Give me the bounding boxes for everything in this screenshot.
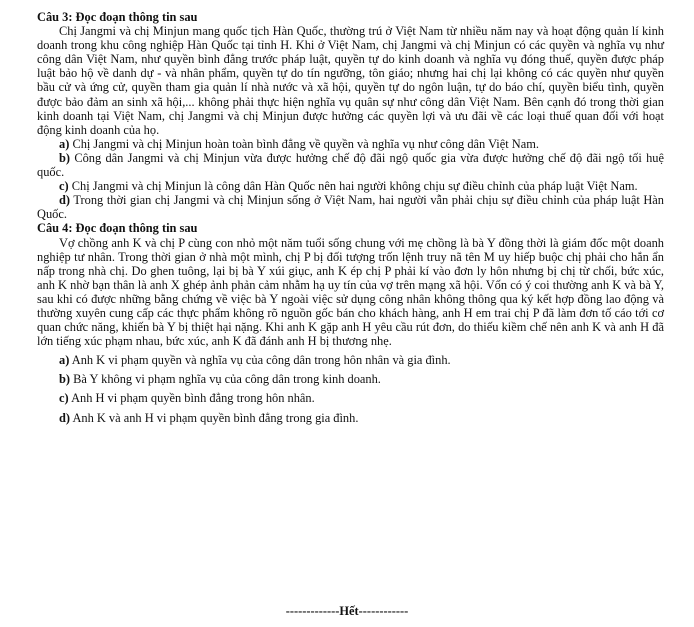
question-4-option-a [37, 353, 664, 367]
option-label: d) [59, 410, 71, 425]
question-3-title: Câu 3: Đọc đoạn thông tin sau [37, 10, 198, 24]
option-text: Anh K và anh H vi phạm quyền bình đẳng trong gia đình. [72, 410, 359, 425]
end-marker-text: -------------Hết------------ [285, 604, 409, 618]
option-text: Anh H vi phạm quyền bình đẳng trong hôn nhân. [71, 391, 315, 406]
option-label: b) [59, 150, 71, 165]
option-text: Chị Jangmi và chị Minjun hoàn toàn bình đẳng về quyền và nghĩa vụ như công dân Việt Nam. [72, 136, 539, 151]
option-label: c) [59, 391, 69, 406]
option-label: a) [59, 353, 70, 368]
question-3-option-d [37, 193, 664, 221]
question-3 [37, 10, 664, 221]
option-label: a) [59, 136, 70, 151]
question-4-option-c [37, 391, 664, 405]
option-label: d) [59, 193, 71, 208]
question-4-option-b [37, 372, 664, 386]
option-text: Bà Y không vi phạm nghĩa vụ của công dân trong kinh doanh. [73, 372, 381, 387]
option-text: Công dân Jangmi và chị Minjun vừa được hưởng chế độ đãi ngộ quốc gia vừa được hưởng chế độ đãi ngộ tối huệ quốc. [37, 150, 664, 180]
question-3-passage: Chị Jangmi và chị Minjun mang quốc tịch Hàn Quốc, thường trú ở Việt Nam từ nhiều năm nay và hoạt động quản lí kinh doanh trong khu công nghiệp Hàn Quốc tại tỉnh H. Khi ở Việt Nam, chị Jangmi và chị Minjun có các quyền và nghĩa vụ như công dân Việt Nam, như quyền bình đẳng trước pháp luật, quyền tự do kinh doanh và nghĩa vụ đóng thuế, quyền được pháp luật bảo hộ về danh dự - và nhân phẩm, quyền tự do tín ngưỡng, tôn giáo; nhưng hai chị lại không có các quyền như quyền bầu cử và ứng cử, quyền tham gia quản lí nhà nước và xã hội, quyền tự do ngôn luận, tự do báo chí, quyền biểu tình, quyền được bảo đảm an sinh xã hội,... không phải thực hiện nghĩa vụ quân sự như công dân Việt Nam. Bên cạnh đó trong thời gian kinh doanh tại Việt Nam, chị Jangmi và chị Minjun được hưởng các quyền lợi và ưu đãi về các loại thuế quan đối với hoạt động kinh doanh của họ. [37, 24, 664, 137]
option-text: Anh K vi phạm quyền và nghĩa vụ của công dân trong hôn nhân và gia đình. [71, 353, 451, 368]
option-label: b) [59, 372, 71, 387]
question-4-option-d [37, 411, 664, 425]
option-text: Trong thời gian chị Jangmi và chị Minjun sống ở Việt Nam, hai người vẫn phải chịu sự điều chỉnh của pháp luật Hàn Quốc. [37, 193, 664, 222]
question-3-option-a [37, 137, 664, 151]
option-text: Chị Jangmi và chị Minjun là công dân Hàn Quốc nên hai người không chịu sự điều chỉnh của pháp luật Việt Nam. [71, 179, 638, 194]
question-4 [37, 221, 664, 424]
end-of-exam-marker [0, 604, 694, 618]
question-3-option-c [37, 179, 664, 193]
question-3-option-b [37, 151, 664, 179]
question-4-passage: Vợ chồng anh K và chị P cùng con nhỏ một năm tuổi sống chung với mẹ chồng là bà Y đồng thời là giám đốc một doanh nghiệp tư nhân. Trong thời gian ở nhà một mình, chị P bị đối tượng trốn lệnh truy nã tên M uy hiếp buộc chị phải cho hắn ẩn nấp trong nhà chị. Do ghen tuông, lại bị bà Y xúi giục, anh K ép chị P phải kí vào đơn ly hôn nhưng bị chị từ chối, bức xúc, anh K nhờ bạn thân là anh X ghép ảnh phản cảm nhằm hạ uy tín của vợ trên mạng xã hội. Vốn có ý coi thường anh K và bà Y, sau khi có được những bằng chứng về việc bà Y ngoài việc sử dụng công nhân không thông qua ký kết hợp đồng lao động và thường xuyên cung cấp các thực phẩm không rõ nguồn gốc bán cho khách hàng, anh H em trai chị P đã làm đơn tố cáo tới cơ quan chức năng, khiến bà Y bị thiệt hại nặng. Khi anh K gặp anh H yêu cầu rút đơn, do thiếu kiềm chế nên anh K và anh H đã lớn tiếng xúc phạm nhau, bức xúc, anh K đã đánh anh H bị thương nhẹ. [37, 235, 664, 349]
question-4-title: Câu 4: Đọc đoạn thông tin sau [37, 221, 198, 236]
option-label: c) [59, 179, 69, 194]
